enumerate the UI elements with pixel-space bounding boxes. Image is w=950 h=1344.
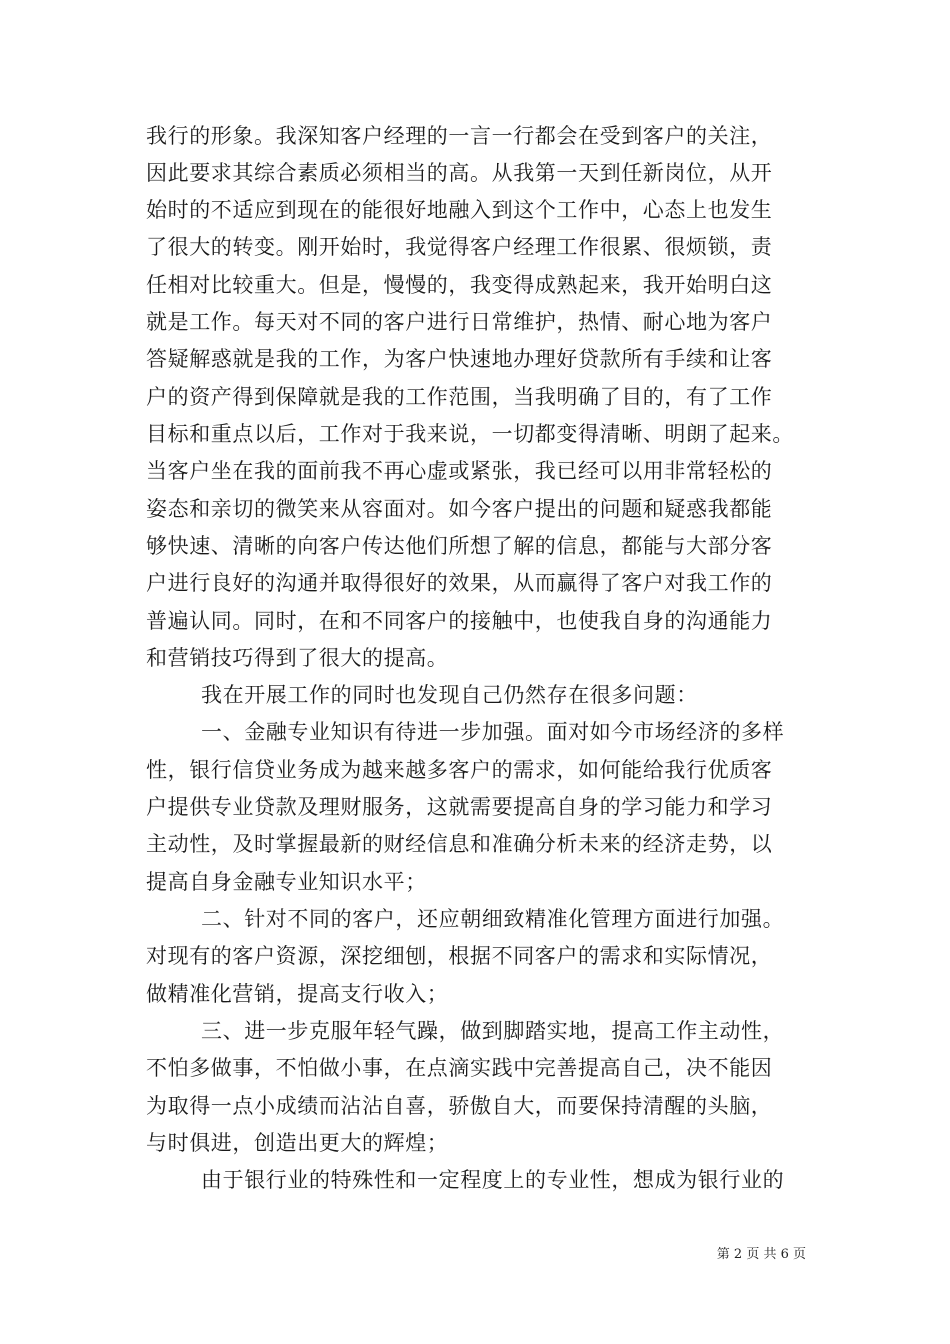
body-line: 就是工作。每天对不同的客户进行日常维护，热情、耐心地为客户: [146, 310, 773, 334]
body-line: 了很大的转变。刚开始时，我觉得客户经理工作很累、很烦锁，责: [146, 235, 773, 259]
paragraph-start-line: 二、针对不同的客户，还应朝细致精准化管理方面进行加强。: [201, 907, 785, 931]
body-line: 够快速、清晰的向客户传达他们所想了解的信息，都能与大部分客: [146, 534, 773, 558]
body-line: 和营销技巧得到了很大的提高。: [146, 646, 449, 670]
body-line: 普遍认同。同时，在和不同客户的接触中，也使我自身的沟通能力: [146, 609, 773, 633]
body-line: 姿态和亲切的微笑来从容面对。如今客户提出的问题和疑惑我都能: [146, 497, 773, 521]
body-line: 提高自身金融专业知识水平；: [146, 870, 427, 894]
body-line: 为取得一点小成绩而沾沾自喜，骄傲自大，而要保持清醒的头脑，: [146, 1094, 773, 1118]
body-line: 性，银行信贷业务成为越来越多客户的需求，如何能给我行优质客: [146, 758, 773, 782]
body-line: 户的资产得到保障就是我的工作范围，当我明确了目的，有了工作: [146, 385, 773, 409]
body-line: 目标和重点以后，工作对于我来说，一切都变得清晰、明朗了起来。: [146, 422, 794, 446]
body-line: 当客户坐在我的面前我不再心虚或紧张，我已经可以用非常轻松的: [146, 459, 773, 483]
paragraph-start-line: 三、进一步克服年轻气躁，做到脚踏实地，提高工作主动性，: [201, 1019, 785, 1043]
page-number: 第 2 页 共 6 页: [716, 1247, 806, 1262]
body-line: 与时俱进，创造出更大的辉煌；: [146, 1131, 449, 1155]
body-line: 因此要求其综合素质必须相当的高。从我第一天到任新岗位，从开: [146, 161, 773, 185]
paragraph-start-line: 一、金融专业知识有待进一步加强。面对如今市场经济的多样: [201, 720, 785, 744]
body-line: 答疑解惑就是我的工作，为客户快速地办理好贷款所有手续和让客: [146, 347, 773, 371]
body-line: 不怕多做事，不怕做小事，在点滴实践中完善提高自己，决不能因: [146, 1056, 773, 1080]
body-line: 主动性，及时掌握最新的财经信息和准确分析未来的经济走势，以: [146, 832, 773, 856]
body-line: 任相对比较重大。但是，慢慢的，我变得成熟起来，我开始明白这: [146, 273, 773, 297]
body-line: 我行的形象。我深知客户经理的一言一行都会在受到客户的关注，: [146, 124, 773, 148]
body-line: 户进行良好的沟通并取得很好的效果，从而赢得了客户对我工作的: [146, 571, 773, 595]
body-line: 做精准化营销，提高支行收入；: [146, 982, 449, 1006]
paragraph-start-line: 我在开展工作的同时也发现自己仍然存在很多问题：: [201, 683, 698, 707]
body-line: 户提供专业贷款及理财服务，这就需要提高自身的学习能力和学习: [146, 795, 773, 819]
body-line: 始时的不适应到现在的能很好地融入到这个工作中，心态上也发生: [146, 198, 773, 222]
body-line: 对现有的客户资源，深挖细刨，根据不同客户的需求和实际情况，: [146, 944, 773, 968]
paragraph-start-line: 由于银行业的特殊性和一定程度上的专业性，想成为银行业的: [201, 1168, 785, 1192]
